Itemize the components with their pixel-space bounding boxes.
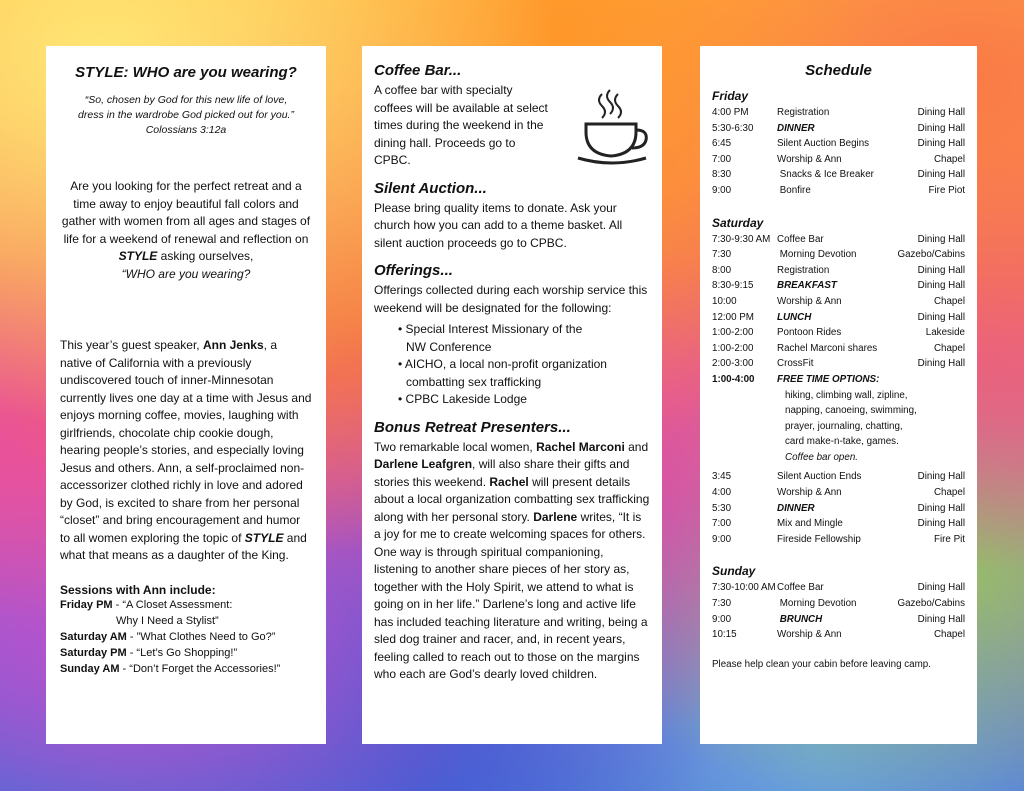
sessions-list (60, 597, 312, 677)
bonus-text-part: and (624, 439, 649, 454)
speaker-end: and what that means as a daughter of the King. (60, 530, 307, 562)
schedule-location: Chapel (933, 295, 965, 307)
saturday-evening-schedule (712, 469, 965, 547)
schedule-event: Pontoon Rides (777, 327, 842, 339)
schedule-row (712, 627, 965, 643)
verse-reference: Colossians 3:12a (145, 124, 227, 136)
schedule-event: Coffee Bar (777, 582, 824, 594)
session-when: Friday PM (60, 598, 113, 611)
schedule-event: Silent Auction Ends (777, 471, 862, 483)
schedule-time: 1:00-2:00 (712, 342, 754, 354)
schedule-location: Gazebo/Cabins (897, 598, 965, 610)
session-when: Sunday AM (60, 662, 120, 675)
middle-panel (362, 46, 662, 744)
schedule-location: Dining Hall (917, 471, 965, 483)
speaker-paragraph (60, 337, 312, 565)
schedule-event: BREAKFAST (777, 280, 837, 292)
free-option-line: hiking, climbing wall, zipline, (785, 389, 908, 401)
session-item (60, 645, 312, 661)
schedule-event: Mix and Mingle (777, 518, 843, 530)
schedule-time: 4:00 (712, 487, 732, 499)
session-item-cont: Why I Need a Stylist” (116, 614, 219, 627)
schedule-location: Dining Hall (917, 311, 965, 323)
intro-text-2: asking ourselves, (157, 249, 254, 263)
coffee-text: A coffee bar with specialty coffees will be available at select times during the weekend in the dining hall. Proceeds go to CPBC. (374, 83, 548, 167)
schedule-event: Coffee Bar (777, 233, 824, 245)
schedule-time: 2:00-3:00 (712, 358, 754, 370)
cleanup-note: Please help clean your cabin before leaving camp. (712, 658, 931, 670)
bonus-text-part: will present details about a local organization combatting sex trafficking along with her personal story. (374, 474, 650, 524)
schedule-row (712, 485, 965, 501)
session-when: Saturday AM (60, 630, 127, 643)
session-dash: - (112, 598, 123, 611)
offering-item (398, 356, 650, 391)
schedule-row (712, 263, 965, 279)
schedule-location: Dining Hall (917, 233, 965, 245)
schedule-event: DINNER (777, 122, 815, 134)
schedule-row (712, 294, 965, 310)
schedule-time: 5:30-6:30 (712, 122, 754, 134)
schedule-row (712, 278, 965, 294)
schedule-row (712, 183, 965, 199)
schedule-row (712, 310, 965, 326)
schedule-row (712, 247, 965, 263)
schedule-location: Fire Pit (933, 533, 965, 545)
verse-line-2: dress in the wardrobe God picked out for you.” (78, 109, 294, 121)
schedule-time: 7:30-9:30 AM (712, 233, 771, 245)
schedule-time: 8:00 (712, 264, 732, 276)
auction-text: Please bring quality items to donate. Ask your church how you can add to a theme basket. All silent auction proceeds go to CPBC. (374, 200, 623, 250)
session-dash: - (119, 662, 130, 675)
speaker-style-word: STYLE (244, 530, 284, 545)
free-time-row (712, 372, 965, 388)
schedule-location: Chapel (933, 153, 965, 165)
offerings-list (398, 321, 650, 409)
bonus-text-part: , will also share their gifts and stories this weekend. (374, 457, 630, 489)
free-option-line: napping, canoeing, swimming, (785, 405, 917, 417)
offerings-heading: Offerings... (374, 262, 453, 279)
offering-line: • CPBC Lakeside Lodge (398, 392, 527, 406)
coffee-section (374, 82, 650, 170)
session-dash: - (126, 646, 137, 659)
left-panel (46, 46, 326, 744)
sessions-heading: Sessions with Ann include: (60, 582, 216, 597)
schedule-location: Lakeside (925, 327, 965, 339)
schedule-time: 10:00 (712, 295, 737, 307)
schedule-time: 8:30-9:15 (712, 280, 754, 292)
schedule-row (712, 612, 965, 628)
schedule-time: 7:30-10:00 AM (712, 582, 776, 594)
schedule-time: 7:00 (712, 153, 732, 165)
schedule-event: Morning Devotion (777, 598, 857, 610)
bonus-text-part: writes, “It is a joy for me to create welcoming spaces for others. One way is through spiritual companioning, listening to another share pieces of her story as, together with the Holy Spirit, we attend to what is going on in her life.” Darlene’s long and active life has included teaching literature and writing, being a sled dog trainer and racer, and, in recent years, feeling called to reach out to those on the margins who each are God’s dearly loved children. (374, 509, 648, 681)
offering-item (398, 321, 650, 356)
schedule-location: Dining Hall (917, 613, 965, 625)
intro-paragraph (60, 178, 312, 283)
schedule-location: Dining Hall (917, 358, 965, 370)
schedule-time: 8:30 (712, 169, 732, 181)
speaker-name: Ann Jenks (202, 338, 264, 352)
schedule-event: LUNCH (777, 311, 812, 323)
schedule-time: 7:30 (712, 598, 732, 610)
session-title: “A Closet Assessment: (122, 598, 233, 611)
schedule-event: Silent Auction Begins (777, 138, 870, 150)
schedule-time: 4:00 PM (712, 107, 749, 118)
schedule-location: Dining Hall (917, 518, 965, 530)
presenter-name: Darlene Leafgren (374, 457, 473, 471)
session-dash: - (126, 630, 137, 643)
schedule-time: 1:00-2:00 (712, 327, 754, 339)
free-coffee-note: Coffee bar open. (785, 451, 858, 463)
schedule-panel (700, 46, 977, 744)
offering-item (398, 391, 650, 409)
session-title: ”What Clothes Need to Go?” (136, 630, 276, 643)
schedule-event: Worship & Ann (777, 629, 842, 641)
offering-line-2: combatting sex trafficking (406, 374, 542, 389)
bonus-text-part: Two remarkable local women, (374, 439, 537, 454)
schedule-event: Worship & Ann (777, 295, 842, 307)
retreat-title: STYLE: WHO are you wearing? (75, 64, 297, 81)
friday-schedule (712, 105, 965, 199)
schedule-time: 7:30 (712, 249, 732, 261)
schedule-time: 1:00-4:00 (712, 373, 755, 385)
coffee-cup-icon (572, 86, 650, 166)
schedule-event: Fireside Fellowship (777, 533, 861, 545)
intro-text: Are you looking for the perfect retreat and a time away to enjoy beautiful fall colors and gather with women from all ages and stages of life for a weekend of renewal and reflection on (61, 179, 311, 246)
schedule-time: 7:00 (712, 518, 732, 530)
schedule-time: 9:00 (712, 184, 732, 196)
bonus-heading: Bonus Retreat Presenters... (374, 418, 571, 436)
schedule-location: Chapel (933, 342, 965, 354)
schedule-time: 12:00 PM (712, 311, 754, 323)
session-item (60, 661, 312, 677)
schedule-location: Dining Hall (917, 502, 965, 514)
offerings-text: Offerings collected during each worship service this weekend will be designated for the following: (374, 283, 648, 315)
coffee-heading: Coffee Bar... (374, 62, 462, 79)
speaker-bio: , a native of California with a previously undiscovered touch of inner-Minnesotan currently lives one day at a time with Jesus and enjoys morning coffee, movies, laughing with girlfriends, chocolate chip cookie dough, hearing people’s stories, and especially loving Jesus and others. Ann, a self-proclaimed non-accessorizer clothed richly in love and adored by God, is excited to share from her personal “closet” and bring encouragement and humor to all women exploring the topic of (60, 338, 312, 545)
schedule-row (712, 136, 965, 152)
schedule-row (712, 341, 965, 357)
schedule-location: Dining Hall (917, 107, 965, 118)
schedule-location: Chapel (933, 629, 965, 641)
schedule-time: 6:45 (712, 138, 732, 150)
intro-question: “WHO are you wearing? (121, 266, 251, 281)
schedule-time: 9:00 (712, 613, 732, 625)
schedule-row (712, 325, 965, 341)
schedule-title: Schedule (805, 62, 872, 79)
schedule-event: DINNER (777, 502, 815, 514)
session-title: “Don’t Forget the Accessories!” (129, 662, 281, 675)
session-title: “Let’s Go Shopping!” (136, 646, 238, 659)
session-item (60, 629, 312, 645)
day-sunday: Sunday (712, 564, 756, 579)
schedule-event: BRUNCH (777, 613, 823, 625)
auction-heading: Silent Auction... (374, 179, 487, 197)
schedule-event: Registration (777, 264, 830, 276)
speaker-intro: This year’s guest speaker, (60, 338, 203, 352)
schedule-location: Dining Hall (917, 280, 965, 292)
schedule-event: Snacks & Ice Breaker (777, 169, 874, 181)
session-item (60, 597, 312, 613)
schedule-time: 3:45 (712, 471, 732, 483)
presenter-name: Rachel Marconi (536, 439, 625, 454)
schedule-location: Fire Piot (928, 184, 965, 196)
schedule-event: Bonfire (777, 184, 811, 196)
schedule-location: Dining Hall (917, 264, 965, 276)
session-when: Saturday PM (60, 646, 127, 659)
free-time-options (712, 388, 965, 466)
day-saturday: Saturday (712, 215, 764, 230)
sunday-schedule (712, 580, 965, 642)
schedule-location: Dining Hall (917, 138, 965, 150)
schedule-location: Chapel (933, 487, 965, 499)
intro-style-word: STYLE (118, 249, 158, 263)
schedule-row (712, 167, 965, 183)
saturday-schedule (712, 232, 965, 372)
schedule-event: CrossFit (777, 358, 814, 370)
schedule-event: Rachel Marconi shares (777, 342, 878, 354)
schedule-row (712, 152, 965, 168)
schedule-event: Worship & Ann (777, 487, 842, 499)
offering-line: • AICHO, a local non-profit organization (398, 357, 607, 371)
schedule-event: Registration (777, 107, 830, 118)
schedule-location: Dining Hall (917, 122, 965, 134)
schedule-time: 10:15 (712, 629, 737, 641)
free-time-label: FREE TIME OPTIONS: (777, 373, 880, 385)
presenter-name: Darlene (533, 509, 578, 524)
day-friday: Friday (712, 89, 749, 103)
schedule-location: Gazebo/Cabins (897, 249, 965, 261)
schedule-location: Dining Hall (917, 582, 965, 594)
schedule-row (712, 501, 965, 517)
schedule-row (712, 121, 965, 137)
offering-line: • Special Interest Missionary of the (398, 322, 583, 336)
schedule-row (712, 596, 965, 612)
schedule-time: 9:00 (712, 533, 732, 545)
schedule-row (712, 516, 965, 532)
schedule-event: Morning Devotion (777, 249, 857, 261)
schedule-row (712, 356, 965, 372)
verse-line-1: “So, chosen by God for this new life of love, (84, 94, 288, 106)
bonus-text (374, 439, 650, 684)
schedule-time: 5:30 (712, 502, 732, 514)
schedule-row (712, 232, 965, 248)
schedule-location: Dining Hall (917, 169, 965, 181)
presenter-name: Rachel (489, 474, 529, 489)
schedule-row (712, 105, 965, 121)
schedule-event: Worship & Ann (777, 153, 842, 165)
schedule-row (712, 469, 965, 485)
offering-line-2: NW Conference (406, 339, 492, 354)
free-option-line: prayer, journaling, chatting, (785, 420, 903, 432)
schedule-row (712, 532, 965, 548)
free-option-line: card make-n-take, games. (785, 436, 899, 448)
schedule-row (712, 580, 965, 596)
